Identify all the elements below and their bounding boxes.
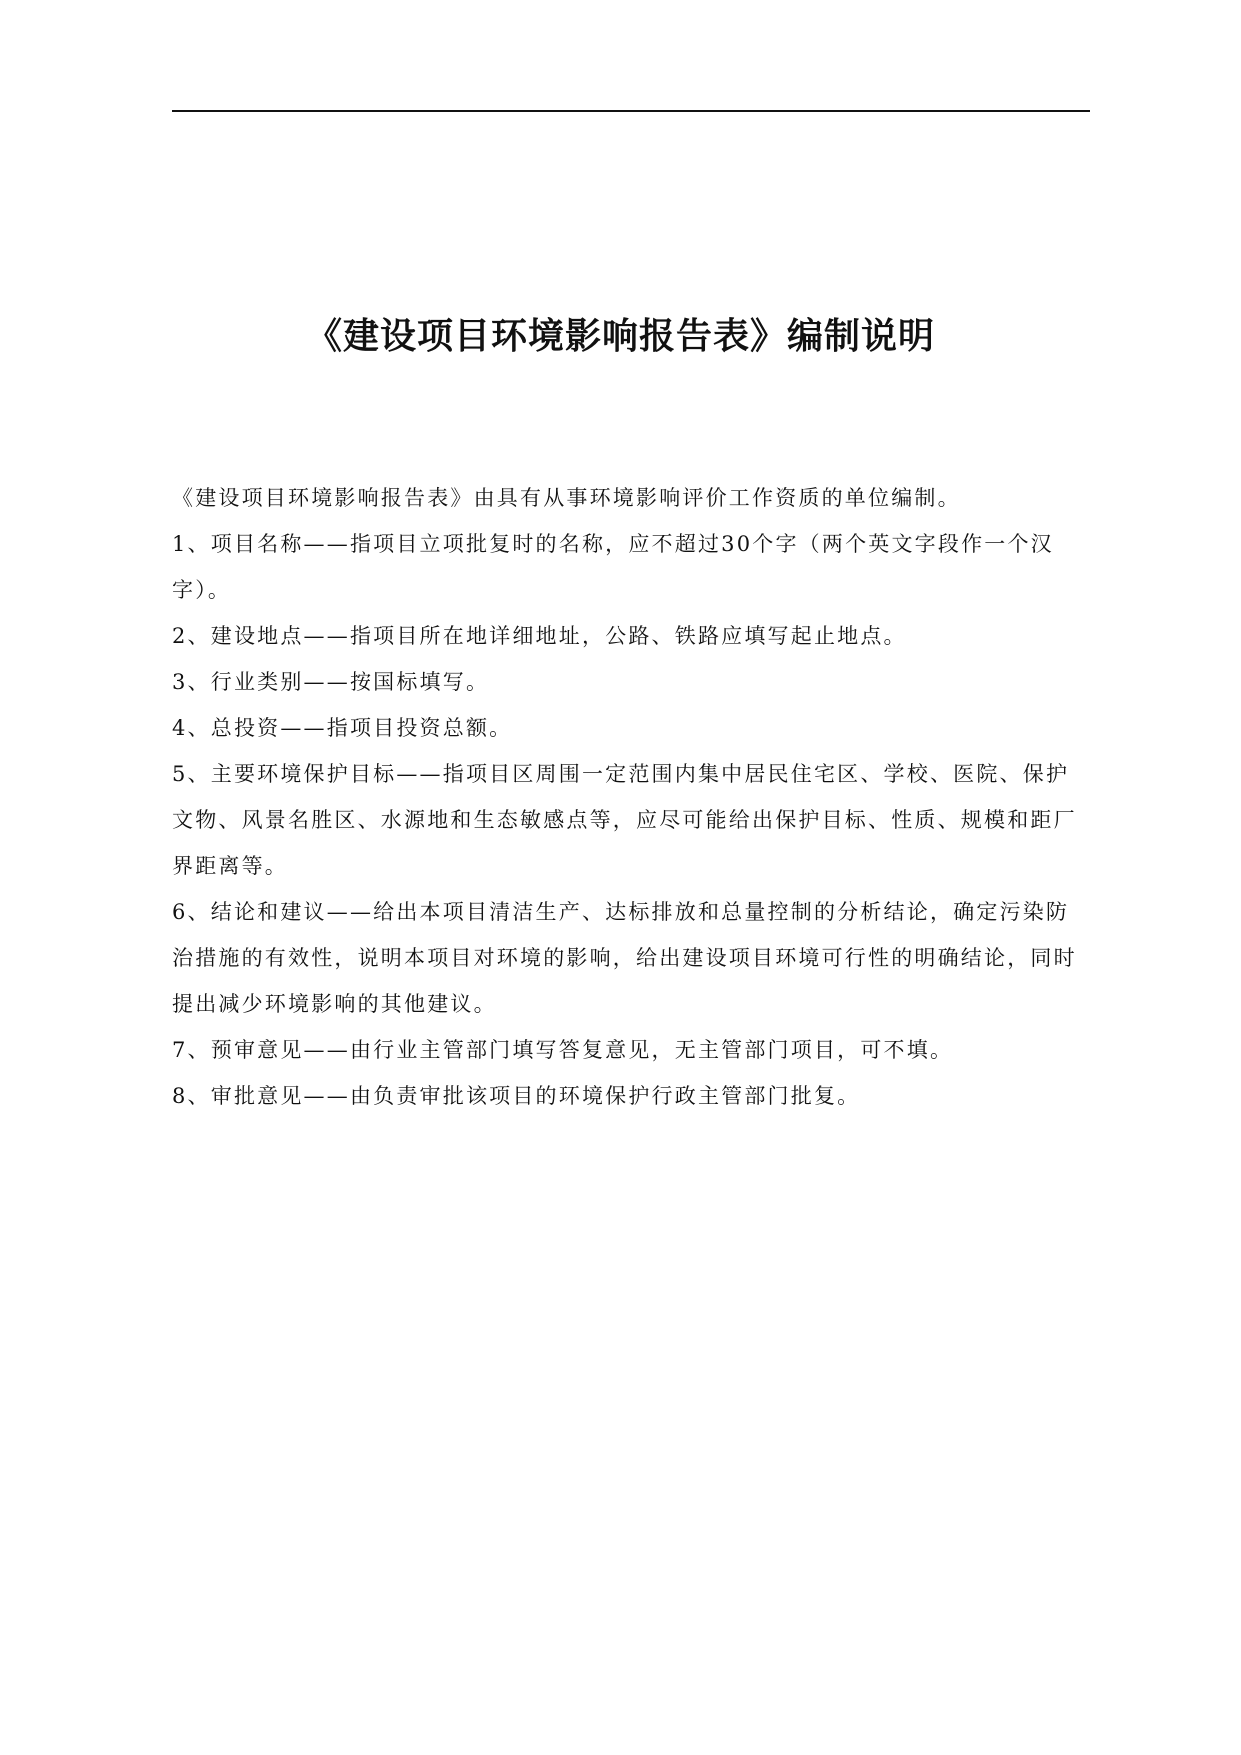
item-protection-targets: 5、主要环境保护目标——指项目区周围一定范围内集中居民住宅区、学校、医院、保护文物、风景名胜区、水源地和生态敏感点等，应尽可能给出保护目标、性质、规模和距厂界距离等。 xyxy=(172,762,1077,878)
document-body xyxy=(172,475,1090,1119)
intro-paragraph: 《建设项目环境影响报告表》由具有从事环境影响评价工作资质的单位编制。 xyxy=(172,486,961,510)
item-approval: 8、审批意见——由负责审批该项目的环境保护行政主管部门批复。 xyxy=(172,1084,861,1108)
item-pre-review: 7、预审意见——由行业主管部门填写答复意见，无主管部门项目，可不填。 xyxy=(172,1038,954,1062)
header-rule xyxy=(172,110,1090,112)
item-construction-site: 2、建设地点——指项目所在地详细地址，公路、铁路应填写起止地点。 xyxy=(172,624,907,648)
item-conclusions: 6、结论和建议——给出本项目清洁生产、达标排放和总量控制的分析结论，确定污染防治措施的有效性，说明本项目对环境的影响，给出建设项目环境可行性的明确结论，同时提出减少环境影响的其他建议。 xyxy=(172,900,1077,1016)
item-industry-category: 3、行业类别——按国标填写。 xyxy=(172,670,490,694)
document-title: 《建设项目环境影响报告表》编制说明 xyxy=(305,316,935,357)
item-total-investment: 4、总投资——指项目投资总额。 xyxy=(172,716,513,740)
item-project-name: 1、项目名称——指项目立项批复时的名称，应不超过30个字（两个英文字段作一个汉字）。 xyxy=(172,532,1054,602)
